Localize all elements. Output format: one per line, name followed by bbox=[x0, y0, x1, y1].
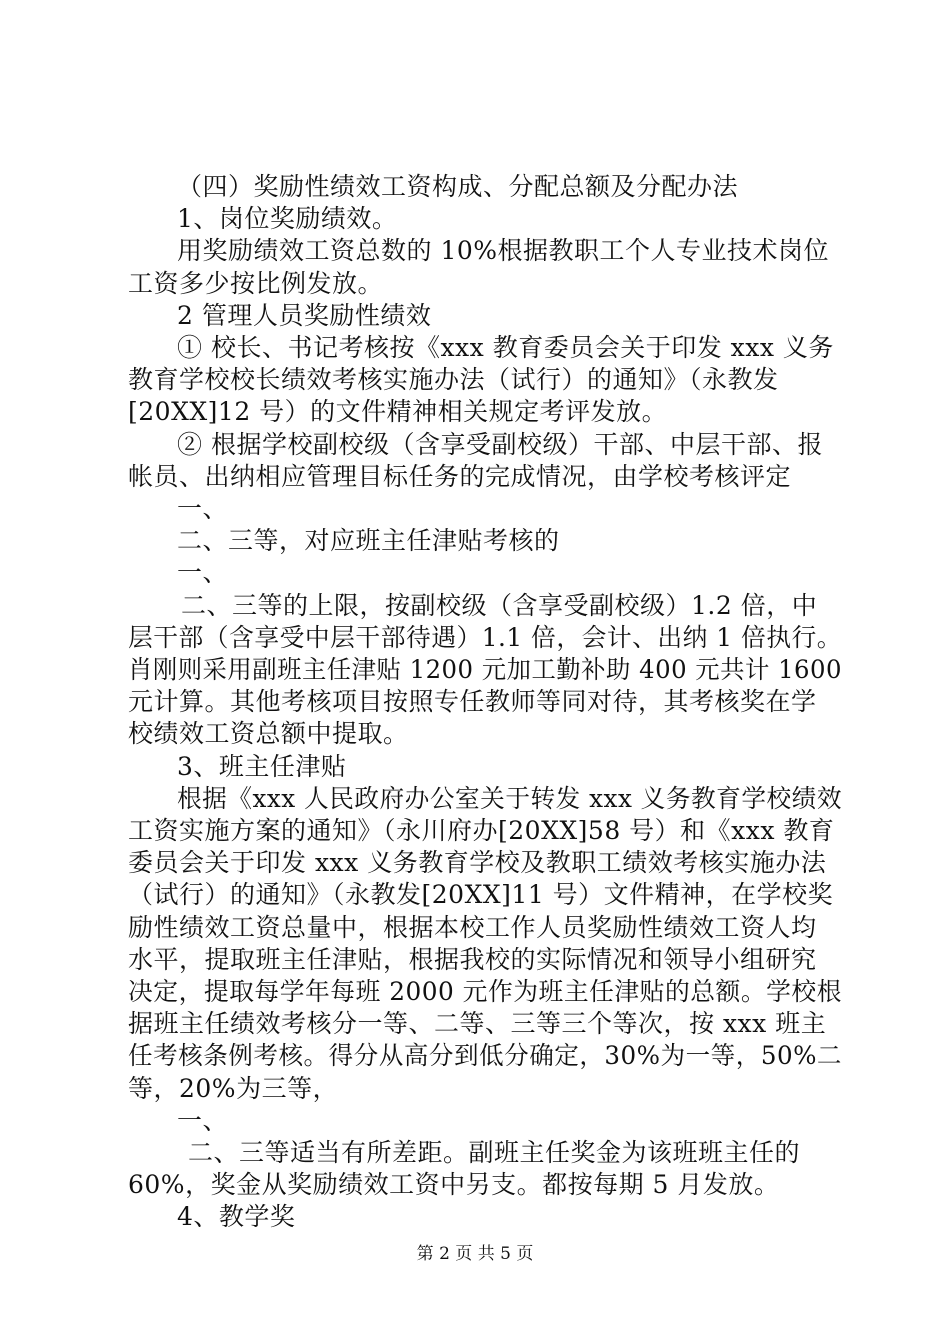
paragraph-line: 肖刚则采用副班主任津贴 1200 元加工勤补助 400 元共计 1600 bbox=[128, 655, 843, 684]
paragraph-line: （试行）的通知》（永教发[20XX]11 号）文件精神，在学校奖 bbox=[128, 880, 834, 910]
paragraph-line: 元计算。其他考核项目按照专任教师等同对待，其考核奖在学 bbox=[128, 687, 817, 717]
paragraph-line: 二、三等适当有所差距。副班主任奖金为该班班主任的 bbox=[188, 1138, 801, 1167]
paragraph-line: 据班主任绩效考核分一等、二等、三等三个等次，按 xxx 班主 bbox=[128, 1009, 827, 1039]
paragraph-line: 励性绩效工资总量中，根据本校工作人员奖励性绩效工资人均 bbox=[128, 912, 817, 942]
paragraph-line: 工资多少按比例发放。 bbox=[128, 268, 384, 298]
paragraph-line: 水平，提取班主任津贴，根据我校的实际情况和领导小组研究 bbox=[128, 944, 817, 974]
paragraph-line: 任考核条例考核。得分从高分到低分确定，30%为一等，50%二 bbox=[128, 1041, 843, 1071]
paragraph-line: 二、三等的上限，按副校级（含享受副校级）1.2 倍，中 bbox=[181, 590, 818, 620]
paragraph-line: [20XX]12 号）的文件精神相关规定考评发放。 bbox=[128, 397, 668, 427]
paragraph-line: 校绩效工资总额中提取。 bbox=[128, 719, 409, 749]
paragraph-line: 教育学校校长绩效考核实施办法（试行）的通知》（永教发 bbox=[128, 365, 779, 395]
paragraph-line: 根据《xxx 人民政府办公室关于转发 xxx 义务教育学校绩效 bbox=[177, 783, 842, 813]
paragraph-line: 决定，提取每学年每班 2000 元作为班主任津贴的总额。学校根 bbox=[128, 977, 842, 1006]
subsection-heading: 4、教学奖 bbox=[177, 1202, 296, 1232]
paragraph-line: 帐员、出纳相应管理目标任务的完成情况，由学校考核评定 bbox=[128, 461, 792, 491]
page-number-footer: 第 2 页 共 5 页 bbox=[416, 1244, 534, 1264]
section-heading: （四）奖励性绩效工资构成、分配总额及分配办法 bbox=[177, 172, 739, 201]
paragraph-line: 二、三等，对应班主任津贴考核的 bbox=[177, 526, 560, 556]
paragraph-line: ② 根据学校副校级（含享受副校级）干部、中层干部、报 bbox=[177, 429, 823, 459]
subsection-heading: 3、班主任津贴 bbox=[177, 751, 347, 781]
paragraph-line: 60%，奖金从奖励绩效工资中另支。都按每期 5 月发放。 bbox=[128, 1170, 780, 1200]
paragraph-line: 工资实施方案的通知》（永川府办[20XX]58 号）和《xxx 教育 bbox=[128, 816, 835, 845]
paragraph-line: ① 校长、书记考核按《xxx 教育委员会关于印发 xxx 义务 bbox=[177, 333, 834, 362]
paragraph-line: 等，20%为三等， bbox=[128, 1073, 339, 1103]
paragraph-line: 委员会关于印发 xxx 义务教育学校及教职工绩效考核实施办法 bbox=[128, 848, 827, 878]
paragraph-line: 用奖励绩效工资总数的 10%根据教职工个人专业技术岗位 bbox=[177, 236, 830, 266]
paragraph-line: 一、 bbox=[177, 494, 229, 523]
paragraph-line: 一、 bbox=[177, 1105, 229, 1135]
subsection-heading: 1、岗位奖励绩效。 bbox=[177, 204, 398, 234]
subsection-heading: 2 管理人员奖励性绩效 bbox=[177, 300, 432, 330]
paragraph-line: 一、 bbox=[177, 558, 229, 588]
paragraph-line: 层干部（含享受中层干部待遇）1.1 倍，会计、出纳 1 倍执行。 bbox=[128, 622, 843, 652]
